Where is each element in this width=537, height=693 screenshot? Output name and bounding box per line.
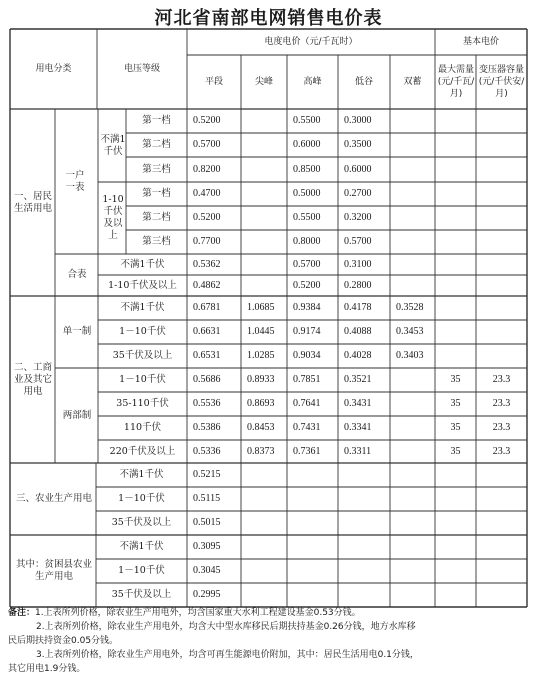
price-cell-d: 0.4178	[344, 302, 372, 313]
voltage-level-cell: 1－10千伏	[119, 374, 166, 385]
voltage-level-cell: 35千伏及以上	[111, 517, 172, 528]
price-cell-p: 0.5386	[193, 422, 221, 433]
voltage-level-cell: 1－10千伏	[119, 326, 166, 337]
price-cell-g: 0.7361	[293, 445, 321, 457]
voltage-level-cell: 1-10千伏及以上	[108, 279, 177, 291]
voltage-level-cell: 1－10千伏	[118, 565, 165, 576]
price-cell-j: 1.0445	[247, 326, 275, 337]
price-cell-d: 0.3200	[344, 212, 372, 223]
price-cell-j	[241, 535, 287, 559]
price-cell-s	[390, 275, 435, 296]
price-cell-p: 0.5015	[193, 517, 221, 528]
price-cell-p: 0.5200	[193, 212, 221, 223]
voltage-level-cell: 35-110千伏	[116, 398, 169, 409]
price-cell-d	[338, 463, 390, 487]
price-cell-p: 0.6781	[193, 302, 221, 313]
price-cell-p: 0.5200	[193, 115, 221, 126]
price-cell-m	[435, 109, 476, 133]
price-cell-m	[435, 344, 476, 368]
notes-section	[8, 606, 530, 676]
price-cell-g	[287, 463, 338, 487]
price-cell-p: 0.3045	[193, 565, 221, 576]
price-cell-p: 0.5536	[193, 398, 221, 409]
price-cell-d: 0.4088	[344, 326, 372, 337]
price-cell-t	[476, 344, 527, 368]
price-cell-d: 0.2800	[344, 279, 372, 291]
price-cell-m	[435, 230, 476, 254]
price-cell-g: 0.9384	[293, 302, 321, 313]
price-cell-p: 0.5215	[193, 469, 221, 480]
voltage-level-cell: 第一档	[142, 188, 171, 199]
price-cell-j	[241, 182, 287, 206]
price-cell-s	[390, 230, 435, 254]
price-cell-d: 0.3431	[344, 398, 372, 409]
group-residential: 一、居民生活用电	[13, 190, 52, 214]
price-cell-s	[390, 583, 435, 607]
price-cell-j: 0.8693	[247, 398, 275, 409]
price-cell-p: 0.3095	[193, 541, 221, 552]
price-cell-j: 1.0285	[247, 350, 275, 361]
price-cell-t	[476, 320, 527, 344]
price-cell-j	[241, 487, 287, 511]
note-2b: 民后期扶持资金0.05分钱。	[8, 636, 119, 646]
price-cell-m	[435, 535, 476, 559]
price-cell-j	[241, 583, 287, 607]
price-cell-g: 0.5500	[293, 115, 321, 126]
price-cell-p: 0.5336	[193, 445, 221, 457]
price-cell-d	[338, 535, 390, 559]
price-cell-d	[338, 511, 390, 535]
price-cell-s	[390, 416, 435, 440]
price-cell-m	[435, 275, 476, 296]
price-cell-g: 0.5500	[293, 212, 321, 223]
price-cell-p: 0.5115	[193, 493, 221, 504]
header-energy-price: 电度电价（元/千瓦时）	[264, 37, 358, 47]
price-cell-p: 0.5686	[193, 374, 221, 385]
header-voltage: 电压等级	[123, 64, 160, 74]
price-cell-g: 0.7641	[293, 398, 321, 409]
price-cell-j	[241, 463, 287, 487]
voltage-level-cell: 1－10千伏	[118, 493, 165, 504]
price-cell-j	[241, 230, 287, 254]
price-cell-d: 0.3500	[344, 139, 372, 150]
price-cell-d: 0.2700	[344, 188, 372, 199]
price-cell-s: 0.3528	[396, 302, 424, 313]
price-cell-m	[435, 254, 476, 275]
voltage-level-cell: 第二档	[142, 139, 171, 150]
price-cell-s	[390, 487, 435, 511]
price-cell-t	[476, 463, 527, 487]
price-cell-t	[476, 157, 527, 182]
price-cell-t: 23.3	[492, 374, 511, 385]
price-cell-j	[241, 133, 287, 157]
group-single-rate: 单一制	[62, 326, 92, 337]
price-cell-s: 0.3403	[396, 350, 424, 361]
header-period-dual-storage: 双蓄	[403, 77, 422, 87]
price-cell-t	[476, 206, 527, 230]
header-basic-price: 基本电价	[462, 37, 499, 47]
group-under-1kv: 不满1千伏	[100, 133, 126, 157]
price-cell-g: 0.7431	[293, 422, 321, 433]
group-poor-county-agriculture: 其中：贫困县农业生产用电	[15, 559, 92, 582]
price-cell-t	[476, 583, 527, 607]
price-cell-m	[435, 559, 476, 583]
voltage-level-cell: 35千伏及以上	[112, 350, 173, 361]
price-cell-g: 0.9034	[293, 350, 321, 361]
price-cell-m: 35	[450, 398, 461, 409]
price-cell-d: 0.3100	[344, 258, 372, 270]
header-transformer-capacity: 变压器容量(元/千伏安/月)	[478, 65, 525, 99]
price-cell-g: 0.6000	[293, 139, 321, 150]
price-cell-g: 0.5700	[293, 258, 321, 270]
voltage-level-cell: 第三档	[142, 163, 171, 175]
header-period-peak: 高峰	[303, 77, 322, 87]
price-cell-g	[287, 535, 338, 559]
price-cell-m	[435, 182, 476, 206]
price-cell-d	[338, 559, 390, 583]
voltage-level-cell: 第一档	[142, 115, 171, 126]
price-cell-p: 0.4700	[193, 188, 221, 199]
price-cell-t: 23.3	[492, 445, 511, 457]
price-cell-d	[338, 487, 390, 511]
price-cell-t	[476, 559, 527, 583]
header-period-sharp-peak: 尖峰	[254, 77, 273, 87]
voltage-level-cell: 不满1千伏	[119, 469, 164, 480]
price-cell-j	[241, 559, 287, 583]
price-cell-d: 0.3341	[344, 422, 372, 433]
voltage-level-cell: 35千伏及以上	[111, 589, 172, 600]
price-cell-j	[241, 109, 287, 133]
price-cell-p: 0.5700	[193, 139, 221, 150]
price-cell-m	[435, 487, 476, 511]
price-cell-d: 0.3311	[344, 445, 372, 457]
price-cell-d: 0.4028	[344, 350, 372, 361]
price-cell-j: 0.8453	[247, 422, 275, 433]
price-cell-s	[390, 392, 435, 416]
price-cell-s	[390, 182, 435, 206]
price-cell-p: 0.8200	[193, 163, 221, 175]
price-cell-t	[476, 133, 527, 157]
price-cell-s	[390, 535, 435, 559]
note-3b: 其它用电1.9分钱。	[8, 664, 86, 674]
header-category: 用电分类	[35, 64, 72, 74]
price-cell-s	[390, 368, 435, 392]
group-commercial: 二、工商业及其它用电	[13, 361, 52, 397]
voltage-level-cell: 不满1千伏	[120, 302, 165, 313]
price-cell-d: 0.3000	[344, 115, 372, 126]
price-cell-m	[435, 133, 476, 157]
header-max-demand: 最大需量(元/千瓦/月)	[437, 65, 475, 99]
group-two-part: 两部制	[62, 409, 92, 421]
price-cell-s	[390, 133, 435, 157]
price-cell-j	[241, 157, 287, 182]
price-cell-s	[390, 206, 435, 230]
price-cell-s	[390, 511, 435, 535]
price-cell-m	[435, 206, 476, 230]
price-cell-j	[241, 511, 287, 535]
price-cell-g: 0.7851	[293, 374, 321, 385]
price-cell-g	[287, 511, 338, 535]
price-cell-s	[390, 157, 435, 182]
price-cell-m	[435, 583, 476, 607]
price-cell-g: 0.8000	[293, 236, 321, 247]
header-period-valley: 低谷	[354, 77, 373, 87]
voltage-level-cell: 不满1千伏	[119, 541, 164, 552]
price-cell-t: 23.3	[492, 422, 511, 433]
price-cell-j	[241, 206, 287, 230]
price-cell-d: 0.3521	[344, 374, 372, 385]
price-cell-s	[390, 109, 435, 133]
price-cell-g	[287, 583, 338, 607]
price-cell-d: 0.5700	[344, 236, 372, 247]
price-cell-s	[390, 254, 435, 275]
price-cell-p: 0.4862	[193, 279, 221, 291]
price-cell-t	[476, 535, 527, 559]
group-agriculture: 三、农业生产用电	[15, 493, 92, 504]
voltage-level-cell: 不满1千伏	[120, 258, 165, 270]
price-cell-g: 0.9174	[293, 326, 321, 337]
price-cell-d	[338, 583, 390, 607]
group-per-household: 一户一表	[65, 169, 85, 193]
price-cell-t	[476, 254, 527, 275]
price-cell-t	[476, 109, 527, 133]
header-period-flat: 平段	[204, 77, 223, 87]
price-cell-m	[435, 320, 476, 344]
price-cell-j	[241, 254, 287, 275]
price-cell-m: 35	[450, 422, 461, 433]
price-cell-g: 0.5200	[293, 279, 321, 291]
notes-label: 备注：	[8, 608, 36, 618]
group-1-10kv-up: 1-10千伏及以上	[102, 194, 124, 241]
note-1: 1.上表所列价格，除农业生产用电外，均含国家重大水利工程建设基金0.53分钱。	[35, 608, 361, 618]
price-cell-s	[390, 559, 435, 583]
price-cell-j: 0.8933	[247, 374, 275, 385]
price-cell-m	[435, 296, 476, 320]
note-2a: 2.上表所列价格，除农业生产用电外，均含大中型水库移民后期扶持基金0.26分钱，地方水库移	[36, 622, 416, 632]
voltage-level-cell: 220千伏及以上	[109, 445, 176, 457]
voltage-level-cell: 第二档	[142, 212, 171, 223]
price-cell-t	[476, 511, 527, 535]
price-cell-t: 23.3	[492, 398, 511, 409]
price-cell-p: 0.5362	[193, 258, 221, 270]
price-cell-g	[287, 559, 338, 583]
note-3a: 3.上表所列价格，除农业生产用电外，均含可再生能源电价附加，其中：居民生活用电0.1分钱，	[36, 650, 419, 660]
price-cell-s	[390, 440, 435, 463]
price-cell-m	[435, 511, 476, 535]
price-cell-d: 0.6000	[344, 163, 372, 175]
price-cell-p: 0.6531	[193, 350, 221, 361]
price-cell-p: 0.2995	[193, 589, 221, 600]
page-title: 河北省南部电网销售电价表	[154, 8, 383, 29]
price-cell-p: 0.6631	[193, 326, 221, 337]
voltage-level-cell: 第三档	[142, 236, 171, 247]
price-cell-s: 0.3453	[396, 326, 424, 337]
price-cell-m: 35	[450, 445, 461, 457]
price-cell-j: 1.0685	[247, 302, 275, 313]
price-cell-g: 0.8500	[293, 163, 321, 175]
price-cell-m: 35	[450, 374, 461, 385]
price-cell-m	[435, 463, 476, 487]
price-cell-t	[476, 487, 527, 511]
price-cell-p: 0.7700	[193, 236, 221, 247]
price-cell-g: 0.5000	[293, 188, 321, 199]
price-cell-m	[435, 157, 476, 182]
group-combined: 合表	[67, 269, 87, 280]
price-cell-t	[476, 182, 527, 206]
price-cell-j: 0.8373	[247, 445, 275, 457]
price-cell-g	[287, 487, 338, 511]
voltage-level-cell: 110千伏	[123, 422, 162, 433]
price-cell-t	[476, 275, 527, 296]
price-cell-t	[476, 230, 527, 254]
price-cell-j	[241, 275, 287, 296]
price-cell-s	[390, 463, 435, 487]
price-cell-t	[476, 296, 527, 320]
